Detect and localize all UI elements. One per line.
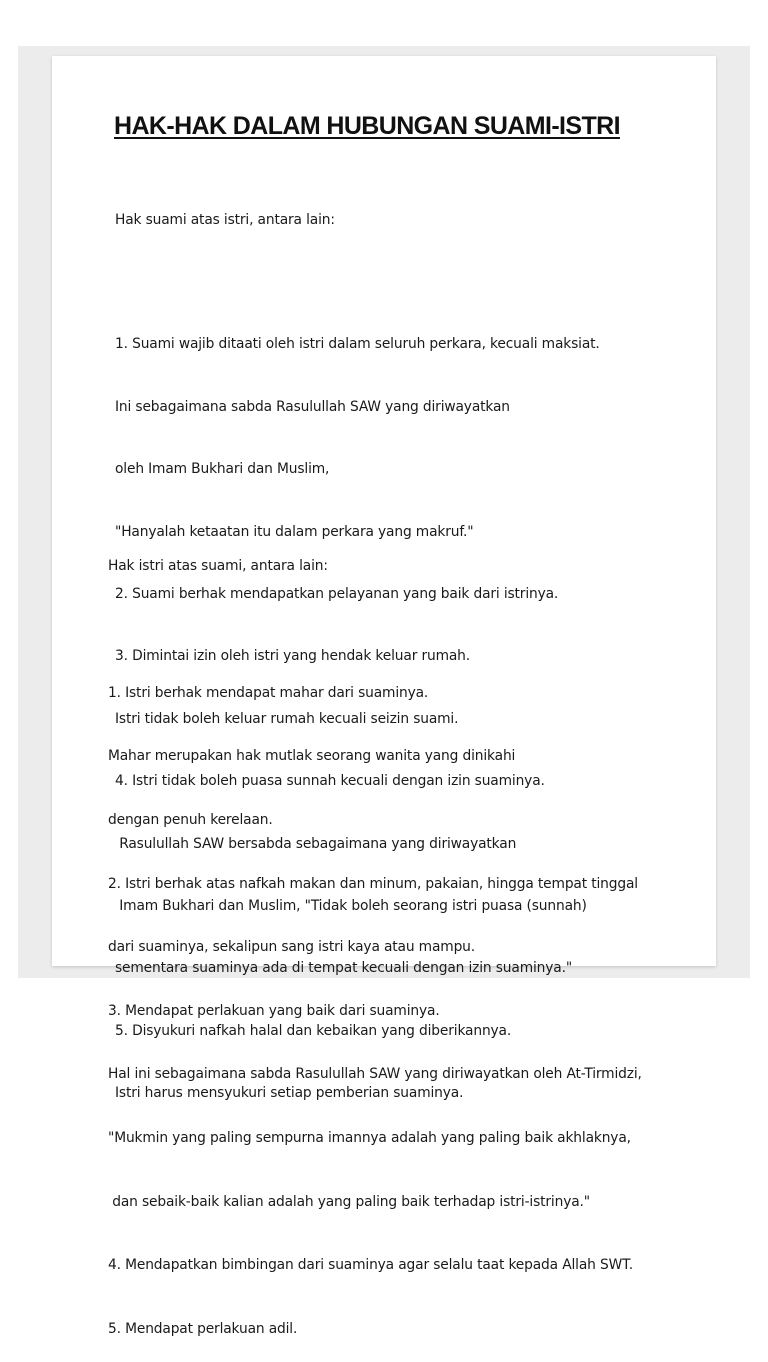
wife-rights-line: dari suaminya, sekalipun sang istri kaya atau mampu.: [108, 939, 476, 956]
husband-rights-line: 1. Suami wajib ditaati oleh istri dalam seluruh perkara, kecuali maksiat.: [115, 336, 600, 353]
wife-rights-line: 2. Istri berhak atas nafkah makan dan minum, pakaian, hingga tempat tinggal: [108, 875, 638, 892]
husband-rights-line: Ini sebagaimana sabda Rasulullah SAW yang diriwayatkan: [115, 398, 510, 415]
husband-rights-line: 5. Disyukuri nafkah halal dan kebaikan yang diberikannya.: [115, 1022, 512, 1039]
wife-rights-line: 5. Mendapat perlakuan adil.: [108, 1320, 298, 1337]
husband-rights-intro: Hak suami atas istri, antara lain:: [115, 211, 335, 228]
husband-rights-line: "Hanyalah ketaatan itu dalam perkara yang makruf.": [115, 523, 474, 540]
wife-rights-line: "Mukmin yang paling sempurna imannya adalah yang paling baik akhlaknya,: [108, 1129, 631, 1146]
wife-rights-line: 3. Mendapat perlakuan yang baik dari suaminya.: [108, 1002, 440, 1019]
husband-rights-line: Istri tidak boleh keluar rumah kecuali seizin suami.: [115, 710, 459, 727]
wife-rights-line: 1. Istri berhak mendapat mahar dari suaminya.: [108, 684, 429, 701]
wife-rights-intro: Hak istri atas suami, antara lain:: [108, 557, 328, 574]
wife-rights-line: dengan penuh kerelaan.: [108, 811, 273, 828]
wife-rights-line: Mahar merupakan hak mutlak seorang wanita yang dinikahi: [108, 748, 516, 765]
wife-rights-line: Hal ini sebagaimana sabda Rasulullah SAW yang diriwayatkan oleh At-Tirmidzi,: [108, 1066, 642, 1083]
husband-rights-line: Istri harus mensyukuri setiap pemberian suaminya.: [115, 1085, 464, 1102]
husband-rights-line: Rasulullah SAW bersabda sebagaimana yang diriwayatkan: [115, 835, 517, 852]
husband-rights-line: oleh Imam Bukhari dan Muslim,: [115, 461, 330, 478]
husband-rights-line: 2. Suami berhak mendapatkan pelayanan yang baik dari istrinya.: [115, 585, 559, 602]
wife-rights-section: [108, 514, 642, 1362]
document-title: HAK-HAK DALAM HUBUNGAN SUAMI-ISTRI: [114, 112, 620, 140]
wife-rights-line: 4. Mendapatkan bimbingan dari suaminya agar selalu taat kepada Allah SWT.: [108, 1257, 633, 1274]
wife-rights-line: dan sebaik-baik kalian adalah yang paling baik terhadap istri-istrinya.": [108, 1193, 590, 1210]
husband-rights-line: Imam Bukhari dan Muslim, "Tidak boleh seorang istri puasa (sunnah): [115, 897, 587, 914]
husband-rights-line: 4. Istri tidak boleh puasa sunnah kecuali dengan izin suaminya.: [115, 773, 545, 790]
husband-rights-line: sementara suaminya ada di tempat kecuali dengan izin suaminya.": [115, 960, 573, 977]
husband-rights-line: 3. Dimintai izin oleh istri yang hendak keluar rumah.: [115, 648, 470, 665]
